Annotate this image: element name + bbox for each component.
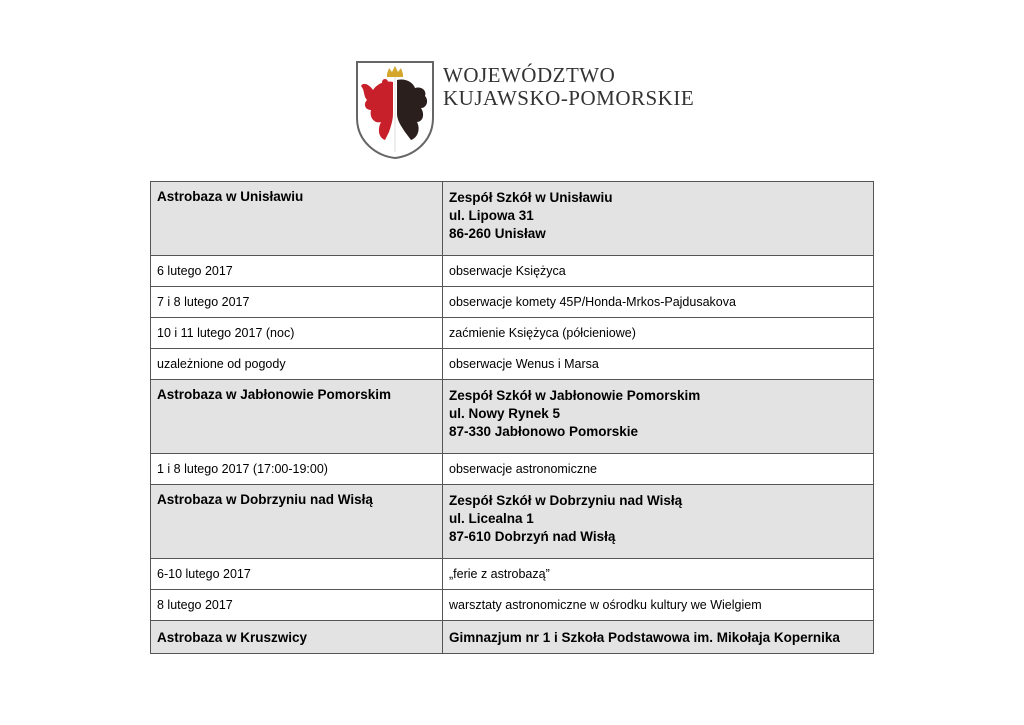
address-line: Gimnazjum nr 1 i Szkoła Podstawowa im. Mikołaja Kopernika <box>449 629 840 645</box>
event-activity: obserwacje Wenus i Marsa <box>443 349 874 380</box>
event-row <box>151 318 874 349</box>
event-date: 10 i 11 lutego 2017 (noc) <box>151 318 443 349</box>
event-row <box>151 590 874 621</box>
place-cell <box>151 621 443 654</box>
address-line: ul. Nowy Rynek 5 <box>449 406 561 421</box>
event-row <box>151 559 874 590</box>
section-header-row <box>151 485 874 559</box>
coat-of-arms-icon <box>355 60 435 160</box>
event-date: 1 i 8 lutego 2017 (17:00-19:00) <box>151 454 443 485</box>
address-line: 87-330 Jabłonowo Pomorskie <box>449 424 639 439</box>
section-header-row <box>151 621 874 654</box>
address-cell <box>443 485 874 559</box>
event-row <box>151 454 874 485</box>
address-cell <box>443 182 874 256</box>
event-activity: zaćmienie Księżyca (półcieniowe) <box>443 318 874 349</box>
event-date: 8 lutego 2017 <box>151 590 443 621</box>
place-name: Astrobaza w Dobrzyniu nad Wisłą <box>157 492 373 507</box>
place-name: Astrobaza w Jabłonowie Pomorskim <box>157 387 392 402</box>
event-date: 6-10 lutego 2017 <box>151 559 443 590</box>
address-line: ul. Lipowa 31 <box>449 208 534 223</box>
event-activity: obserwacje komety 45P/Honda-Mrkos-Pajdusakova <box>443 287 874 318</box>
address-line: Zespół Szkół w Unisławiu <box>449 190 613 205</box>
place-cell <box>151 182 443 256</box>
event-row <box>151 256 874 287</box>
address-line: 87-610 Dobrzyń nad Wisłą <box>449 529 616 544</box>
astrobaza-schedule-table <box>150 181 874 654</box>
address-line: 86-260 Unisław <box>449 226 546 241</box>
event-date: uzależnione od pogody <box>151 349 443 380</box>
address-line: Zespół Szkół w Dobrzyniu nad Wisłą <box>449 493 683 508</box>
region-logotype <box>443 64 694 110</box>
event-activity: obserwacje astronomiczne <box>443 454 874 485</box>
place-cell <box>151 485 443 559</box>
event-row <box>151 349 874 380</box>
logo-line-1: WOJEWÓDZTWO <box>443 63 616 87</box>
logo-line-2: KUJAWSKO-POMORSKIE <box>443 86 695 110</box>
event-activity: obserwacje Księżyca <box>443 256 874 287</box>
event-date: 6 lutego 2017 <box>151 256 443 287</box>
place-name: Astrobaza w Unisławiu <box>157 189 304 204</box>
event-row <box>151 287 874 318</box>
section-header-row <box>151 380 874 454</box>
page-header <box>355 60 695 160</box>
event-activity: warsztaty astronomiczne w ośrodku kultury we Wielgiem <box>443 590 874 621</box>
address-cell <box>443 621 874 654</box>
event-activity: „ferie z astrobazą” <box>443 559 874 590</box>
event-date: 7 i 8 lutego 2017 <box>151 287 443 318</box>
place-name: Astrobaza w Kruszwicy <box>157 629 308 645</box>
address-line: Zespół Szkół w Jabłonowie Pomorskim <box>449 388 701 403</box>
address-line: ul. Licealna 1 <box>449 511 534 526</box>
section-header-row <box>151 182 874 256</box>
address-cell <box>443 380 874 454</box>
place-cell <box>151 380 443 454</box>
